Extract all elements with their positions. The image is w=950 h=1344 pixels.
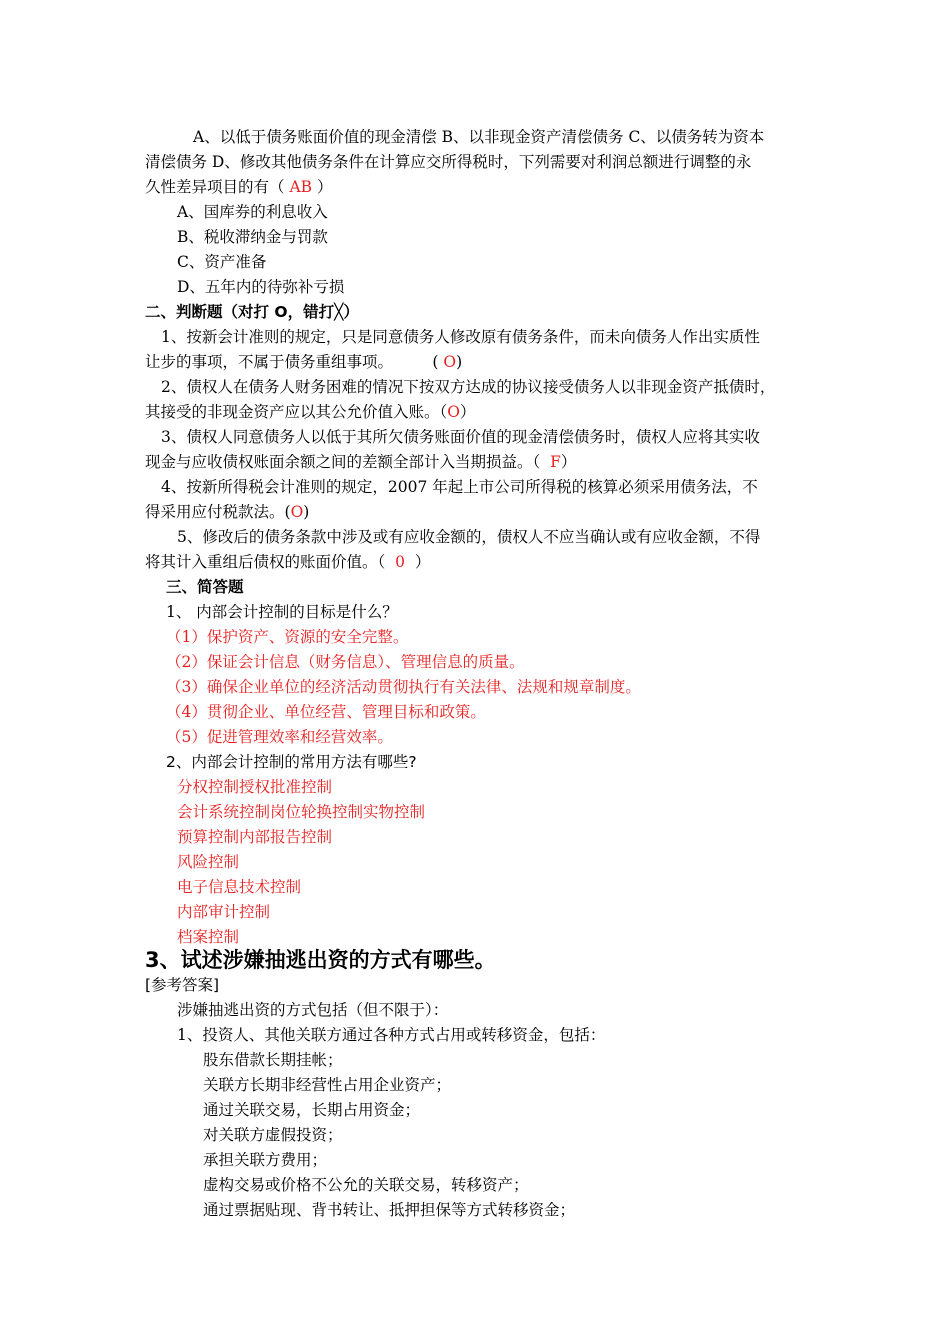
short-q1: 1、 内部会计控制的目标是什么？ [166, 603, 398, 621]
q3-subitem-6: 虚构交易或价格不公允的关联交易，转移资产； [203, 1176, 529, 1194]
question-text: 将其计入重组后债权的账面价值。（ [145, 553, 396, 571]
question-text: 久性差异项目的有（ [145, 178, 290, 196]
option-c: C、资产准备 [177, 253, 267, 271]
section-2-title: 二、判断题（对打 O，错打╳） [145, 303, 359, 321]
judge-q5-line-2 [145, 550, 430, 574]
q3-subitem-2: 关联方长期非经营性占用企业资产； [203, 1076, 452, 1094]
short-q1-answer-2: （2）保证会计信息（财务信息）、管理信息的质量。 [166, 653, 525, 671]
judge-q3-line-2 [145, 450, 576, 474]
q3-subitem-5: 承担关联方费用； [203, 1151, 328, 1169]
question-text: ) [456, 353, 463, 371]
short-q2: 2、内部会计控制的常用方法有哪些? [166, 753, 417, 771]
option-a: A、国库券的利息收入 [177, 203, 328, 221]
q3-title: 3、试述涉嫌抽逃出资的方式有哪些。 [145, 948, 496, 972]
question-intro-line-3 [145, 175, 332, 199]
short-q2-answer-7: 档案控制 [177, 928, 240, 946]
short-q2-answer-4: 风险控制 [177, 853, 240, 871]
option-b: B、税收滞纳金与罚款 [177, 228, 328, 246]
short-q2-answer-1: 分权控制授权批准控制 [177, 778, 333, 796]
q3-subitem-3: 通过关联交易，长期占用资金； [203, 1101, 421, 1119]
question-text: 其接受的非现金资产应以其公允价值入账。（ [145, 403, 448, 421]
short-q2-answer-3: 预算控制内部报告控制 [177, 828, 333, 846]
answer-text: O [290, 503, 304, 521]
question-text: ） [312, 178, 333, 196]
short-q2-answer-2: 会计系统控制岗位轮换控制实物控制 [177, 803, 426, 821]
judge-q2-line-1: 2、债权人在债务人财务困难的情况下按双方达成的协议接受债务人以非现金资产抵债时， [161, 378, 776, 396]
q3-item-1: 1、投资人、其他关联方通过各种方式占用或转移资金，包括： [177, 1026, 606, 1044]
question-text: 让步的事项，不属于债务重组事项。 ( [145, 353, 444, 371]
short-q2-answer-5: 电子信息技术控制 [177, 878, 302, 896]
short-q2-answer-6: 内部审计控制 [177, 903, 271, 921]
answer-text: F [550, 453, 561, 471]
judge-q4-line-2 [145, 500, 309, 524]
q3-intro: 涉嫌抽逃出资的方式包括（但不限于）： [177, 1001, 449, 1019]
question-text: ） [459, 403, 476, 421]
section-3-title: 三、简答题 [166, 578, 244, 596]
answer-text: O [443, 353, 457, 371]
answer-text: O [447, 403, 460, 421]
question-text: ) [303, 503, 310, 521]
q3-subitem-1: 股东借款长期挂帐； [203, 1051, 343, 1069]
judge-q3-line-1: 3、债权人同意债务人以低于其所欠债务账面价值的现金清偿债务时，债权人应将其实收 [161, 428, 760, 446]
q3-subitem-7: 通过票据贴现、背书转让、抵押担保等方式转移资金； [203, 1201, 576, 1219]
question-text: ） [560, 453, 577, 471]
short-q1-answer-4: （4）贯彻企业、单位经营、管理目标和政策。 [166, 703, 486, 721]
answer-text: 0 [395, 553, 405, 571]
judge-q5-line-1: 5、修改后的债务条款中涉及或有应收金额的，债权人不应当确认或有应收金额，不得 [177, 528, 761, 546]
option-d: D、五年内的待弥补亏损 [177, 278, 345, 296]
question-text: 现金与应收债权账面余额之间的差额全部计入当期损益。（ [145, 453, 551, 471]
short-q1-answer-5: （5）促进管理效率和经营效率。 [166, 728, 393, 746]
short-q1-answer-3: （3）确保企业单位的经济活动贯彻执行有关法律、法规和规章制度。 [166, 678, 641, 696]
reference-answer-label: [参考答案] [145, 976, 220, 994]
question-intro-line-2: 清偿债务 D、修改其他债务条件在计算应交所得税时，下列需要对利润总额进行调整的永 [145, 153, 752, 171]
question-text: ） [404, 553, 431, 571]
short-q1-answer-1: （1）保护资产、资源的安全完整。 [166, 628, 409, 646]
judge-q2-line-2 [145, 400, 476, 424]
question-text: 得采用应付税款法。( [145, 503, 291, 521]
judge-q1-line-1: 1、按新会计准则的规定，只是同意债务人修改原有债务条件，而未向债务人作出实质性 [161, 328, 760, 346]
question-intro-line-1: A、以低于债务账面价值的现金清偿 B、以非现金资产清偿债务 C、以债务转为资本 [193, 128, 765, 146]
q3-subitem-4: 对关联方虚假投资； [203, 1126, 343, 1144]
answer-text: AB [289, 178, 313, 196]
judge-q1-line-2 [145, 350, 462, 374]
judge-q4-line-1: 4、按新所得税会计准则的规定，2007 年起上市公司所得税的核算必须采用债务法，不 [161, 478, 758, 496]
